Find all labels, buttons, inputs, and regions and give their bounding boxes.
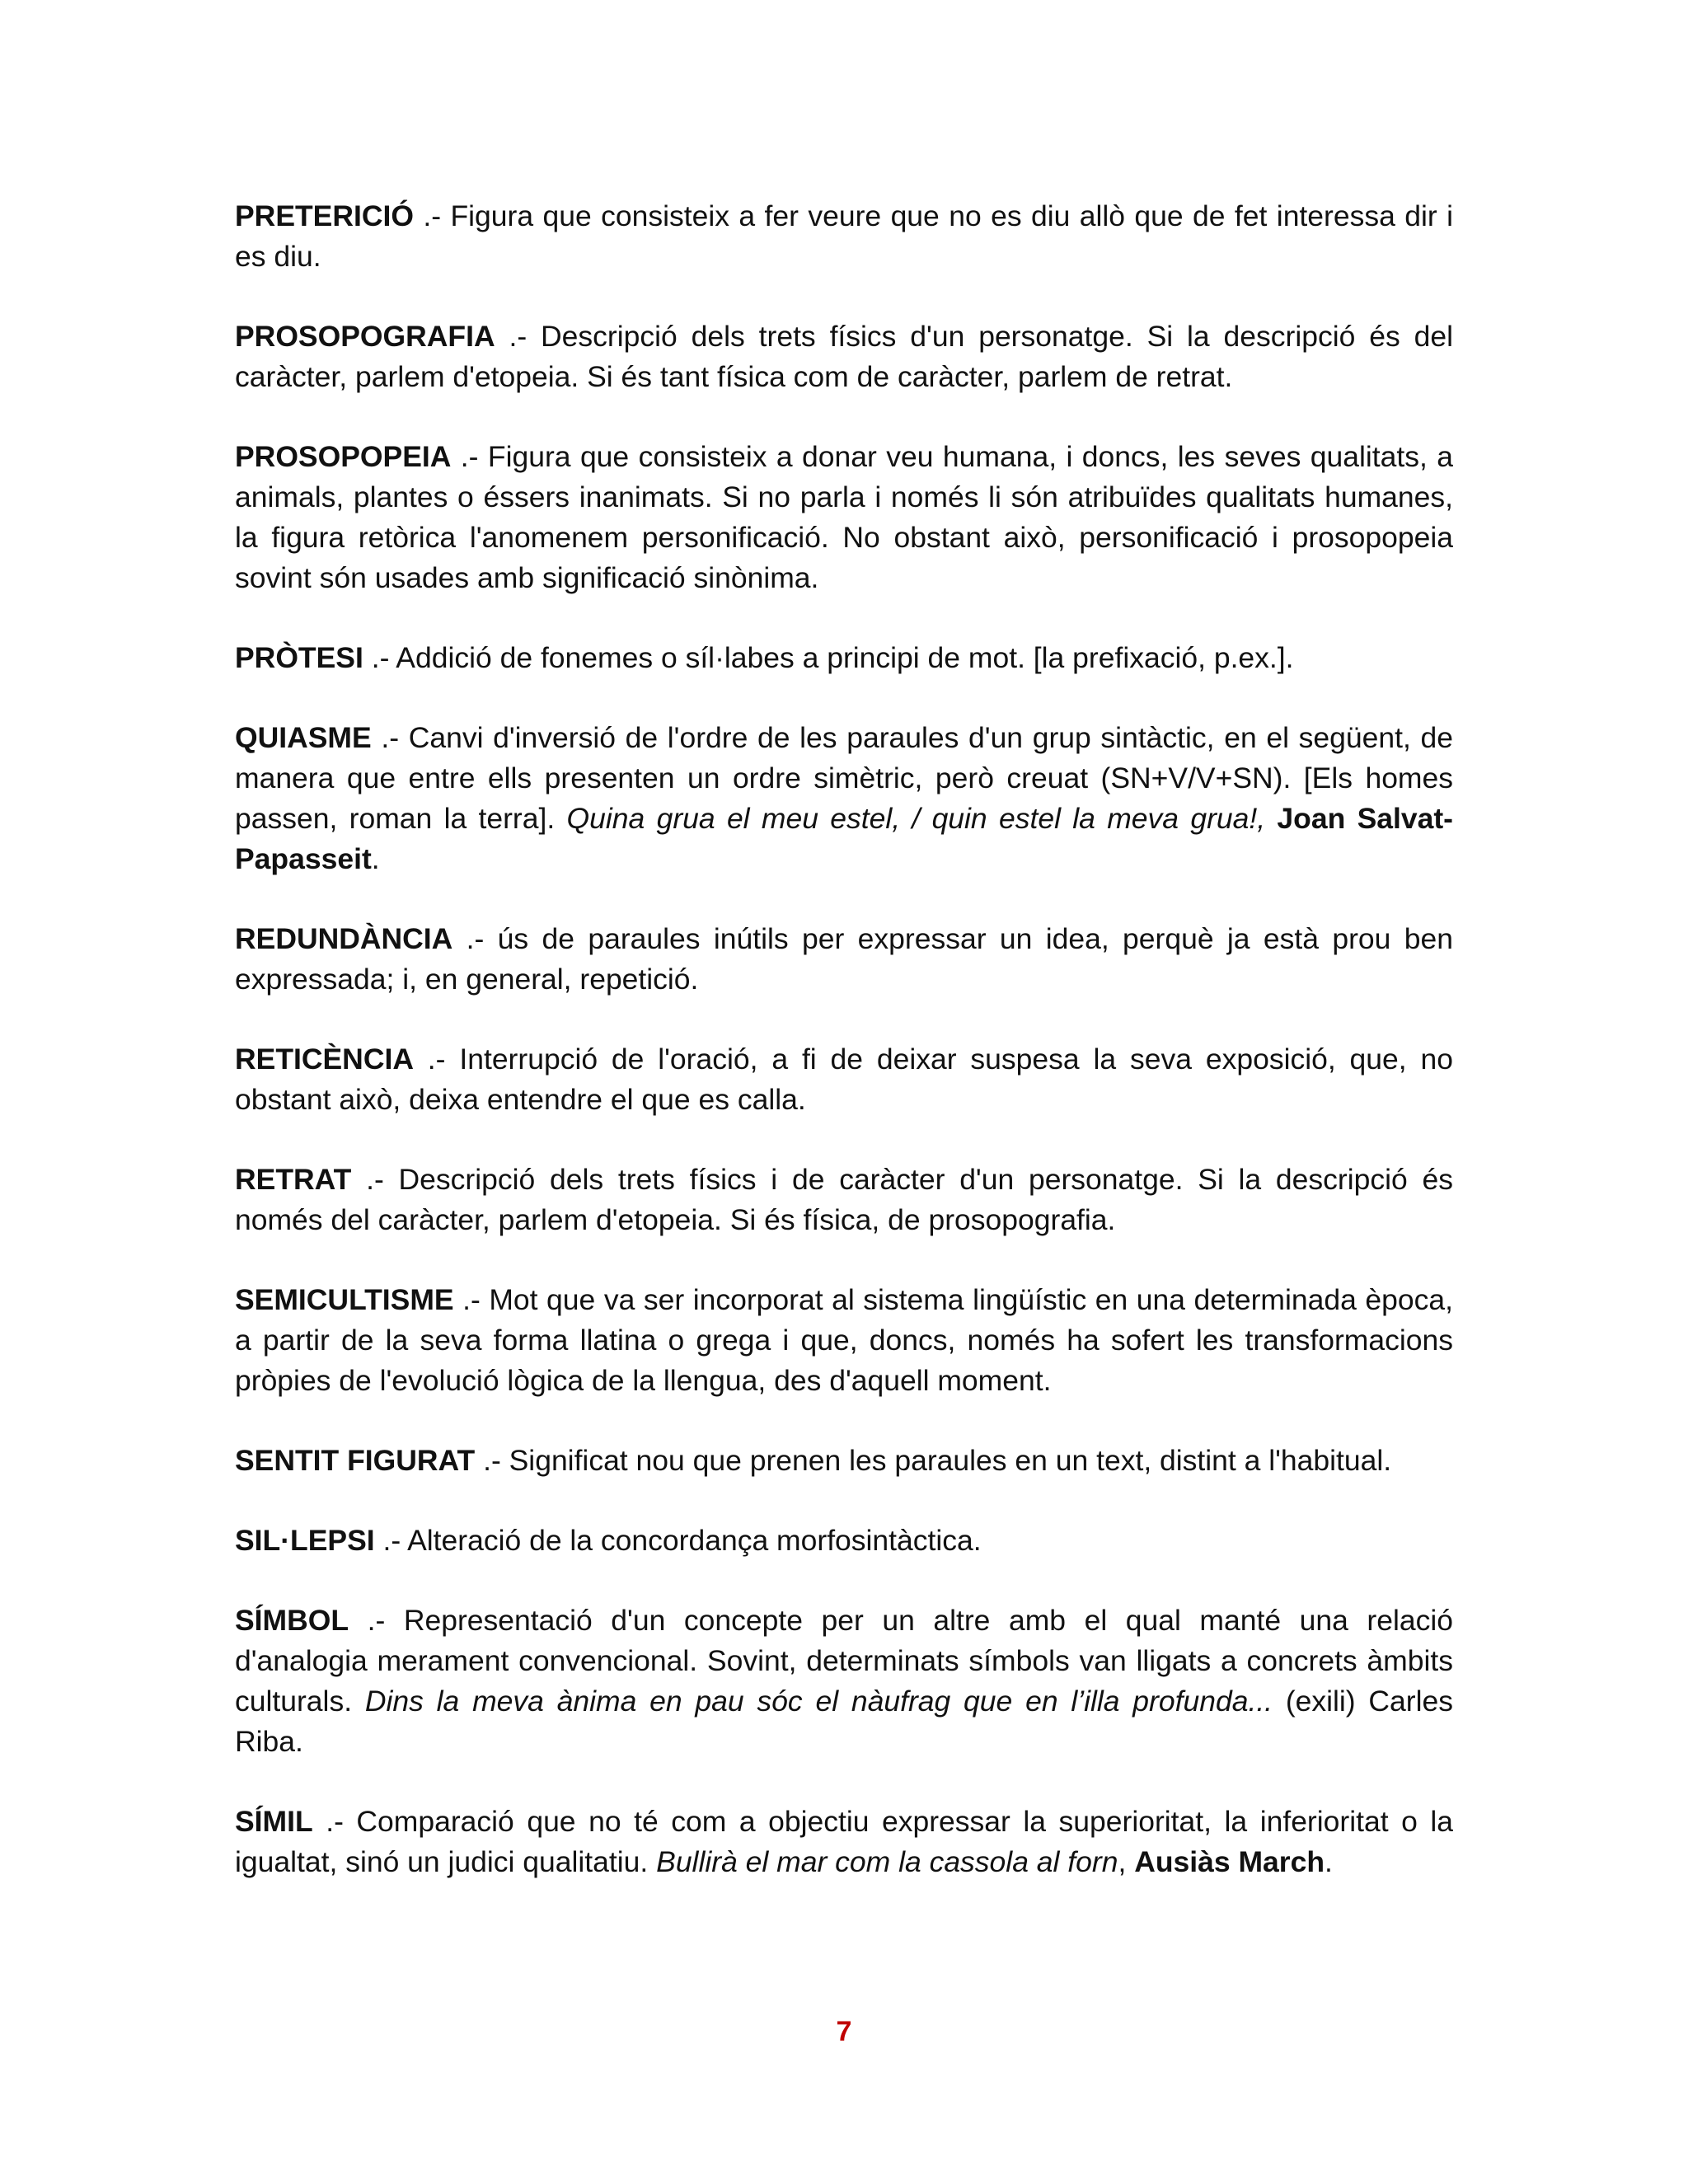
glossary-page	[235, 196, 1453, 1922]
glossary-entry-semicultisme	[235, 1280, 1453, 1401]
entry-definition: .- Alteració de la concordança morfosintàctica.	[374, 1524, 982, 1557]
entry-definition: .- Figura que consisteix a fer veure que no es diu allò que de fet interessa dir i es diu.	[235, 199, 1453, 273]
glossary-entry-simbol	[235, 1601, 1453, 1762]
entry-definition: .- Figura que consisteix a donar veu humana, i doncs, les seves qualitats, a animals, plantes o éssers inanimats. Si no parla i només li són atribuïdes qualitats humanes, la figura retòrica l'anomenem personificació. No obstant això, personificació i prosopopeia sovint són usades amb significació sinònima.	[235, 440, 1453, 594]
entry-term: PRETERICIÓ	[235, 199, 414, 232]
entry-term: SÍMBOL	[235, 1604, 349, 1637]
glossary-entry-reticencia	[235, 1039, 1453, 1120]
entry-example: Quina grua el meu estel, / quin estel la meva grua!,	[566, 802, 1266, 835]
glossary-entry-sentit-figurat	[235, 1441, 1453, 1481]
entry-definition: .- Representació d'un concepte per un altre amb el qual manté una relació d'analogia merament convencional. Sovint, determinats símbols van lligats a concrets àmbits culturals.	[235, 1604, 1453, 1718]
entry-tail: .	[1325, 1845, 1333, 1878]
entry-definition: .- ús de paraules inútils per expressar un idea, perquè ja està prou ben expressada; i, en general, repetició.	[235, 922, 1453, 996]
glossary-entry-prosopopeia	[235, 437, 1453, 598]
glossary-entry-prosopografia	[235, 316, 1453, 397]
entry-separator: ,	[1118, 1845, 1135, 1878]
glossary-entry-quiasme	[235, 718, 1453, 879]
entry-definition: .- Significat nou que prenen les paraules en un text, distint a l'habitual.	[475, 1444, 1392, 1477]
entry-term: RETRAT	[235, 1163, 352, 1196]
entry-example: Bullirà el mar com la cassola al forn	[656, 1845, 1118, 1878]
entry-definition: .- Descripció dels trets físics i de caràcter d'un personatge. Si la descripció és només del caràcter, parlem d'etopeia. Si és física, de prosopografia.	[235, 1163, 1453, 1236]
entry-term: SIL·LEPSI	[235, 1524, 375, 1557]
entry-definition: .- Comparació que no té com a objectiu expressar la superioritat, la inferioritat o la igualtat, sinó un judici qualitatiu.	[235, 1805, 1453, 1878]
entry-definition: .- Descripció dels trets físics d'un personatge. Si la descripció és del caràcter, parlem d'etopeia. Si és tant física com de caràcter, parlem de retrat.	[235, 320, 1453, 393]
glossary-entry-sillepsi	[235, 1521, 1453, 1561]
page-number: 7	[836, 2016, 852, 2047]
entry-after-example: (exili) Carles Riba.	[235, 1685, 1453, 1758]
glossary-entry-simil	[235, 1802, 1453, 1882]
glossary-entry-pretericio	[235, 196, 1453, 277]
glossary-entry-protesi	[235, 638, 1453, 678]
glossary-entry-retrat	[235, 1160, 1453, 1240]
entry-term: PRÒTESI	[235, 641, 363, 674]
entry-definition: .- Addició de fonemes o síl·labes a principi de mot. [la prefixació, p.ex.].	[363, 641, 1294, 674]
entry-term: PROSOPOGRAFIA	[235, 320, 495, 353]
entry-term: REDUNDÀNCIA	[235, 922, 453, 955]
entry-tail: .	[371, 842, 380, 875]
glossary-entry-redundancia	[235, 919, 1453, 1000]
entry-author: Ausiàs March	[1134, 1845, 1325, 1878]
entry-separator	[1265, 802, 1277, 835]
entry-author: Joan Salvat-Papasseit	[235, 802, 1453, 875]
entry-term: SEMICULTISME	[235, 1283, 454, 1316]
entry-term: SÍMIL	[235, 1805, 313, 1838]
entry-definition: .- Interrupció de l'oració, a fi de deixar suspesa la seva exposició, que, no obstant això, deixa entendre el que es calla.	[235, 1043, 1453, 1116]
entry-term: SENTIT FIGURAT	[235, 1444, 476, 1477]
entry-definition: .- Mot que va ser incorporat al sistema lingüístic en una determinada època, a partir de la seva forma llatina o grega i que, doncs, només ha sofert les transformacions pròpies de l'evolució lògica de la llengua, des d'aquell moment.	[235, 1283, 1453, 1397]
entry-term: RETICÈNCIA	[235, 1043, 414, 1076]
entry-definition: .- Canvi d'inversió de l'ordre de les paraules d'un grup sintàctic, en el següent, de manera que entre ells presenten un ordre simètric, però creuat (SN+V/V+SN). [Els homes passen, roman la terra].	[235, 721, 1453, 835]
entry-term: PROSOPOPEIA	[235, 440, 452, 473]
entry-term: QUIASME	[235, 721, 372, 754]
entry-example: Dins la meva ànima en pau sóc el nàufrag que en l’illa profunda...	[364, 1685, 1273, 1718]
